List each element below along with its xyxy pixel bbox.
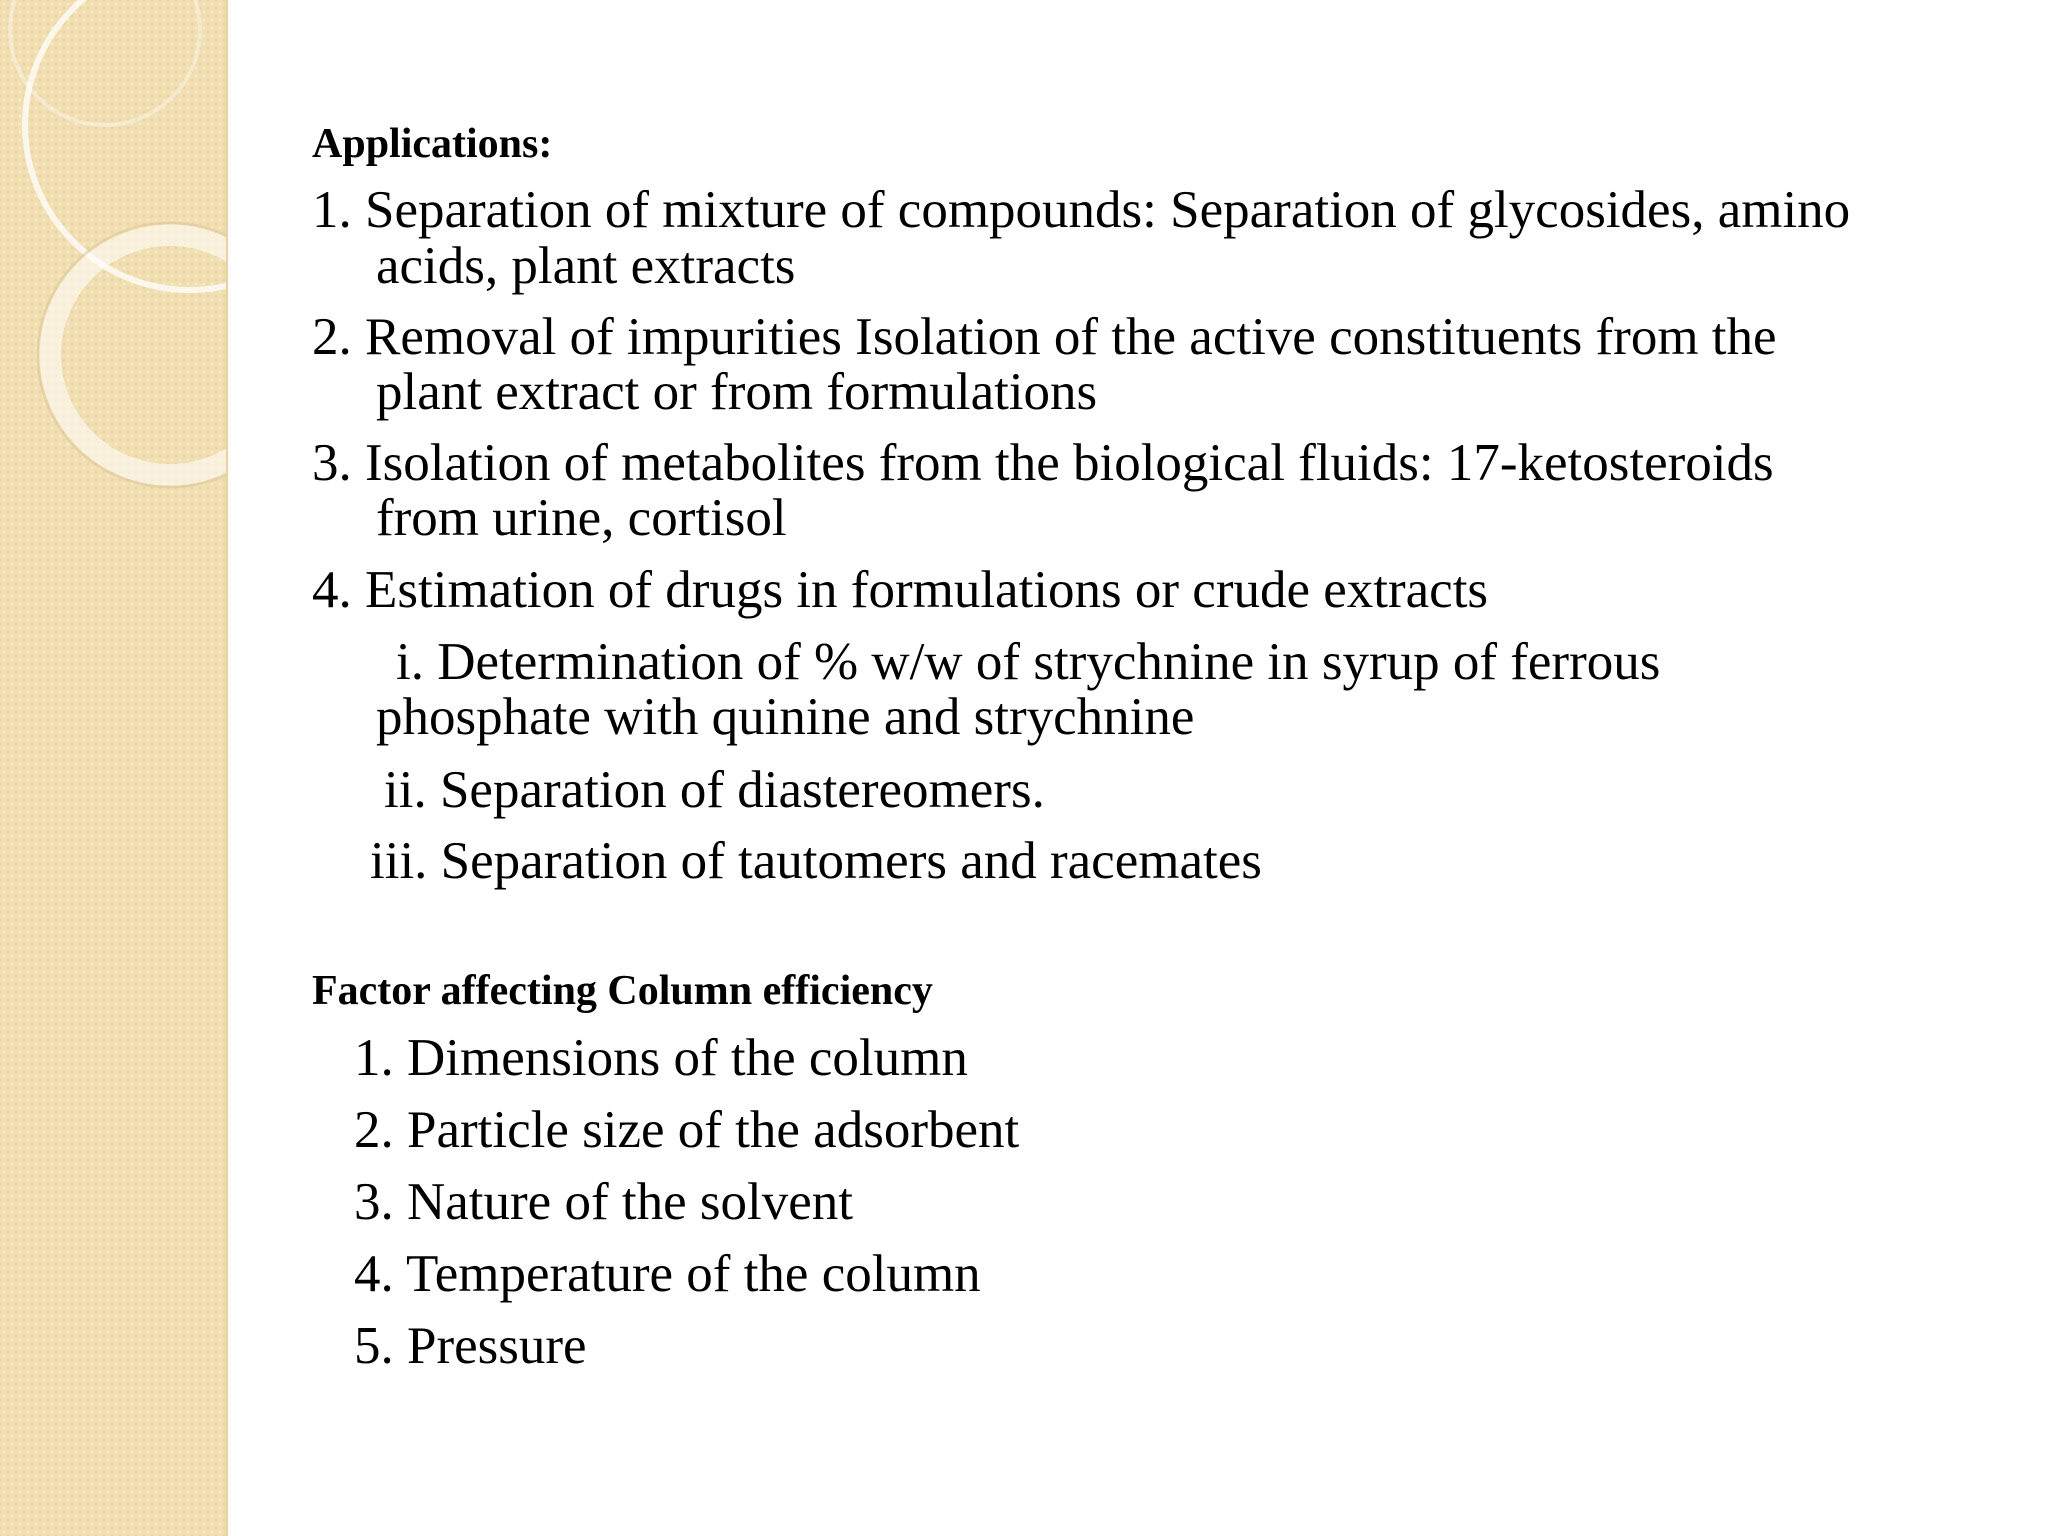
factor-item-3: 3. Nature of the solvent (354, 1173, 853, 1231)
application-item-2-line-1: 2. Removal of impurities Isolation of the active constituents from the (312, 308, 1777, 366)
factor-item-1: 1. Dimensions of the column (354, 1029, 968, 1087)
factor-item-5: 5. Pressure (354, 1317, 587, 1375)
application-item-2-line-2: plant extract or from formulations (376, 363, 1098, 421)
application-item-3-line-2: from urine, cortisol (376, 489, 787, 547)
factor-item-2: 2. Particle size of the adsorbent (354, 1101, 1020, 1159)
application-item-3-line-1: 3. Isolation of metabolites from the biological fluids: 17-ketosteroids (312, 434, 1774, 492)
application-item-1-line-2: acids, plant extracts (376, 237, 796, 295)
factor-item-4: 4. Temperature of the column (354, 1245, 981, 1303)
factors-heading: Factor affecting Column efficiency (312, 968, 933, 1014)
application-item-1-line-1: 1. Separation of mixture of compounds: Separation of glycosides, amino (312, 181, 1851, 239)
application-subitem-i-line-2: phosphate with quinine and strychnine (376, 688, 1195, 746)
applications-heading: Applications: (312, 121, 553, 167)
application-subitem-iii: iii. Separation of tautomers and racemates (370, 832, 1262, 890)
application-subitem-i-line-1: i. Determination of % w/w of strychnine in syrup of ferrous (396, 633, 1661, 691)
application-item-4: 4. Estimation of drugs in formulations or crude extracts (312, 561, 1489, 619)
application-subitem-ii: ii. Separation of diastereomers. (384, 761, 1045, 819)
